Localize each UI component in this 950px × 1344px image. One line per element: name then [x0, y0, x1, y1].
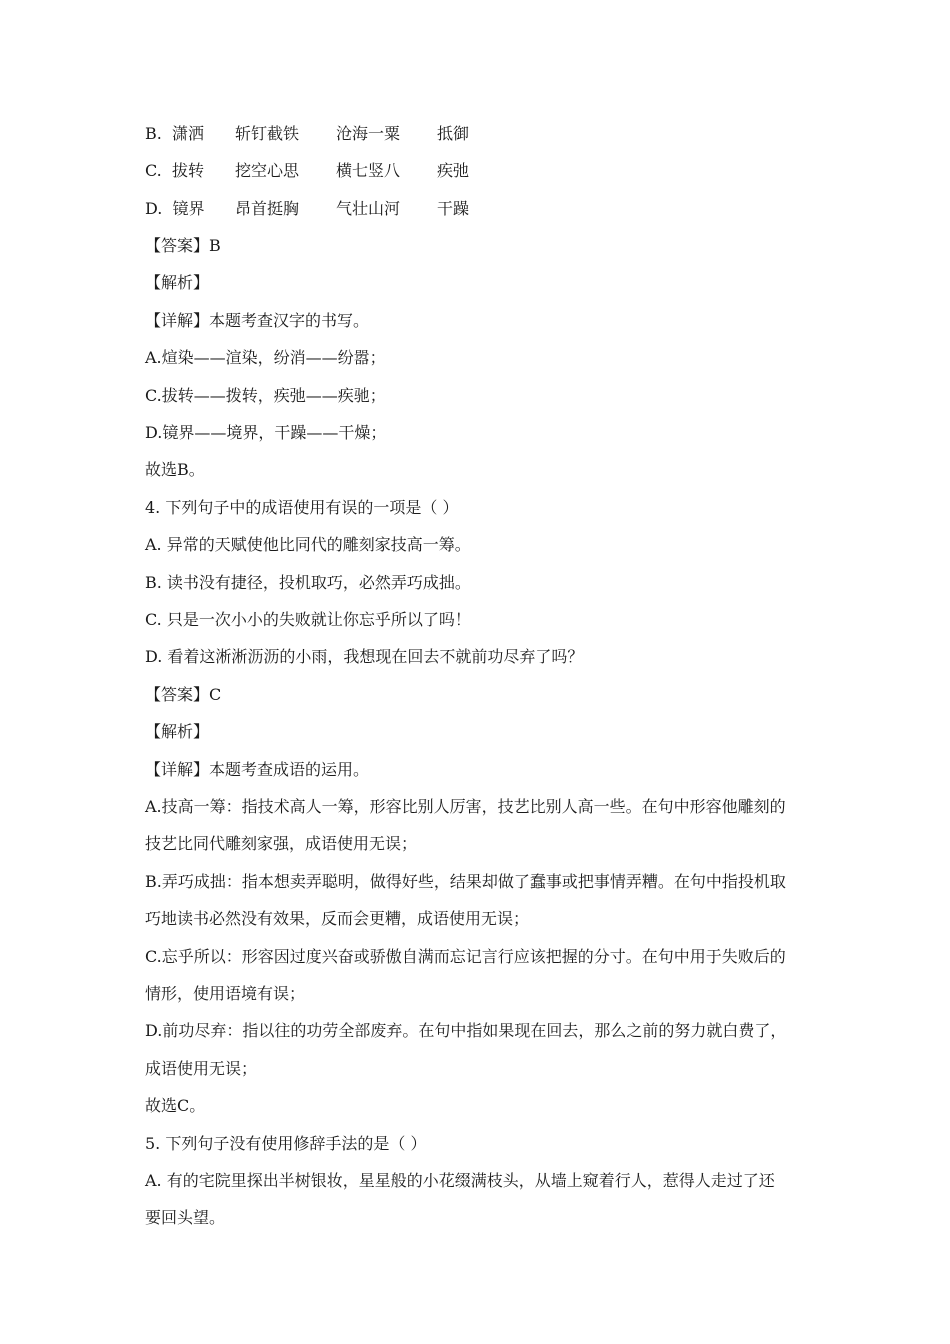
q5-question: 5. 下列句子没有使用修辞手法的是（ ）: [145, 1134, 427, 1153]
q3-analysis-label: 【解析】: [145, 273, 210, 292]
q3-conclusion: 故选B。: [145, 460, 205, 479]
q4-explanation-b-line1: B.弄巧成拙：指本想卖弄聪明，做得好些，结果却做了蠢事或把事情弄糟。在句中指投机取: [145, 872, 786, 891]
q4-option-d: D. 看着这淅淅沥沥的小雨，我想现在回去不就前功尽弃了吗？: [145, 647, 584, 666]
q4-explanation-b-line2: 巧地读书必然没有效果，反而会更糟，成语使用无误；: [145, 909, 530, 928]
q4-explanation-d-line1: D.前功尽弃：指以往的功劳全部废弃。在句中指如果现在回去，那么之前的努力就白费了，: [145, 1021, 787, 1040]
q3-option-c: [145, 159, 469, 183]
q4-explanation-d-line2: 成语使用无误；: [145, 1059, 258, 1078]
q4-analysis-label: 【解析】: [145, 722, 210, 741]
q4-option-a: A. 异常的天赋使他比同代的雕刻家技高一筹。: [145, 535, 471, 554]
q4-explanation-c-line1: C.忘乎所以：形容因过度兴奋或骄傲自满而忘记言行应该把握的分寸。在句中用于失败后的: [145, 947, 786, 966]
q3-detail: 【详解】本题考查汉字的书写。: [145, 311, 370, 330]
option-word: 挖空心思: [235, 161, 300, 180]
q5-option-a-line2: 要回头望。: [145, 1208, 226, 1227]
q4-explanation-a-line1: A.技高一筹：指技术高人一筹，形容比别人厉害，技艺比别人高一些。在句中形容他雕刻的: [145, 797, 786, 816]
q3-explanation-c: C.拔转——拨转，疾弛——疾驰；: [145, 386, 386, 405]
q4-detail: 【详解】本题考查成语的运用。: [145, 760, 370, 779]
option-word: 斩钉截铁: [235, 124, 300, 143]
option-word: 干躁: [437, 199, 470, 218]
option-word: 抵御: [437, 124, 470, 143]
q5-option-a-line1: A. 有的宅院里探出半树银妆，星星般的小花缀满枝头，从墙上窥着行人，惹得人走过了还: [145, 1171, 775, 1190]
option-word: 疾弛: [437, 161, 470, 180]
option-letter-and-word: C. 拔转: [145, 161, 204, 180]
q4-explanation-c-line2: 情形，使用语境有误；: [145, 984, 306, 1003]
option-letter-and-word: D. 镜界: [145, 199, 205, 218]
q4-conclusion: 故选C。: [145, 1096, 206, 1115]
q4-answer: 【答案】C: [145, 685, 222, 704]
q3-answer: 【答案】B: [145, 236, 221, 255]
q4-option-b: B. 读书没有捷径，投机取巧，必然弄巧成拙。: [145, 573, 471, 592]
q3-explanation-d: D.镜界——境界，干躁——干燥；: [145, 423, 387, 442]
option-word: 气壮山河: [336, 199, 401, 218]
q4-question: 4. 下列句子中的成语使用有误的一项是（ ）: [145, 498, 459, 517]
q3-option-b: [145, 122, 469, 146]
option-word: 昂首挺胸: [235, 199, 300, 218]
q3-explanation-a: A.煊染——渲染，纷消——纷嚣；: [145, 348, 386, 367]
option-word: 横七竖八: [336, 161, 401, 180]
q3-option-d: [145, 197, 469, 221]
option-letter-and-word: B. 潇洒: [145, 124, 205, 143]
q4-option-c: C. 只是一次小小的失败就让你忘乎所以了吗！: [145, 610, 471, 629]
option-word: 沧海一粟: [336, 124, 401, 143]
q4-explanation-a-line2: 技艺比同代雕刻家强，成语使用无误；: [145, 834, 418, 853]
